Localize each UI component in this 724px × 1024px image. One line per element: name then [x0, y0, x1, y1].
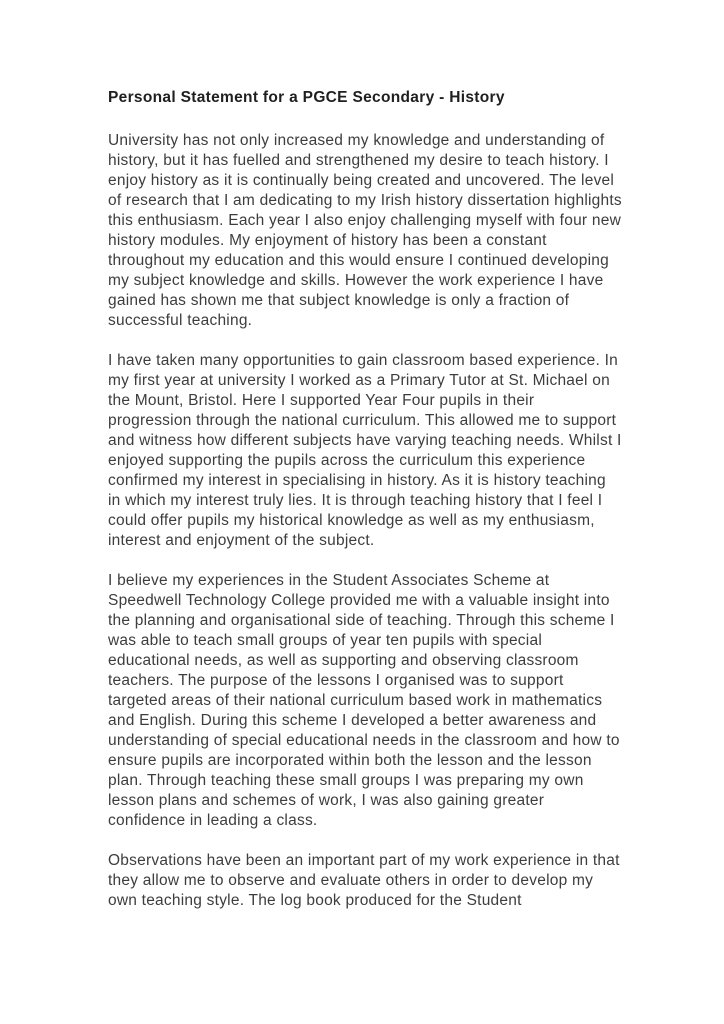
- document-title: Personal Statement for a PGCE Secondary - History: [108, 89, 505, 106]
- paragraph-classroom-experience: I have taken many opportunities to gain classroom based experience. In my first year at university I worked as a Primary Tutor at St. Michael on the Mount, Bristol. Here I supported Year Four pupils in their progression through the national curriculum. This allowed me to support and witness how different subjects have varying teaching needs. Whilst I enjoyed supporting the pupils across the curriculum this experience confirmed my interest in specialising in history. As it is history teaching in which my interest truly lies. It is through teaching history that I feel I could offer pupils my historical knowledge as well as my enthusiasm, interest and enjoyment of the subject.: [108, 352, 622, 549]
- paragraph-university-experience: University has not only increased my knowledge and understanding of history, but it has fuelled and strengthened my desire to teach history. I enjoy history as it is continually being created and uncovered. The level of research that I am dedicating to my Irish history dissertation highlights this enthusiasm. Each year I also enjoy challenging myself with four new history modules. My enjoyment of history has been a constant throughout my education and this would ensure I continued developing my subject knowledge and skills. However the work experience I have gained has shown me that subject knowledge is only a fraction of successful teaching.: [108, 132, 622, 329]
- paragraph-observations: Observations have been an important part of my work experience in that they allow me to observe and evaluate others in order to develop my own teaching style. The log book produced for the Student: [108, 852, 620, 909]
- document-content: [108, 88, 622, 931]
- paragraph-student-associates-scheme: I believe my experiences in the Student Associates Scheme at Speedwell Technology College provided me with a valuable insight into the planning and organisational side of teaching. Through this scheme I was able to teach small groups of year ten pupils with special educational needs, as well as supporting and observing classroom teachers. The purpose of the lessons I organised was to support targeted areas of their national curriculum based work in mathematics and English. During this scheme I developed a better awareness and understanding of special educational needs in the classroom and how to ensure pupils are incorporated within both the lesson and the lesson plan. Through teaching these small groups I was preparing my own lesson plans and schemes of work, I was also gaining greater confidence in leading a class.: [108, 572, 620, 829]
